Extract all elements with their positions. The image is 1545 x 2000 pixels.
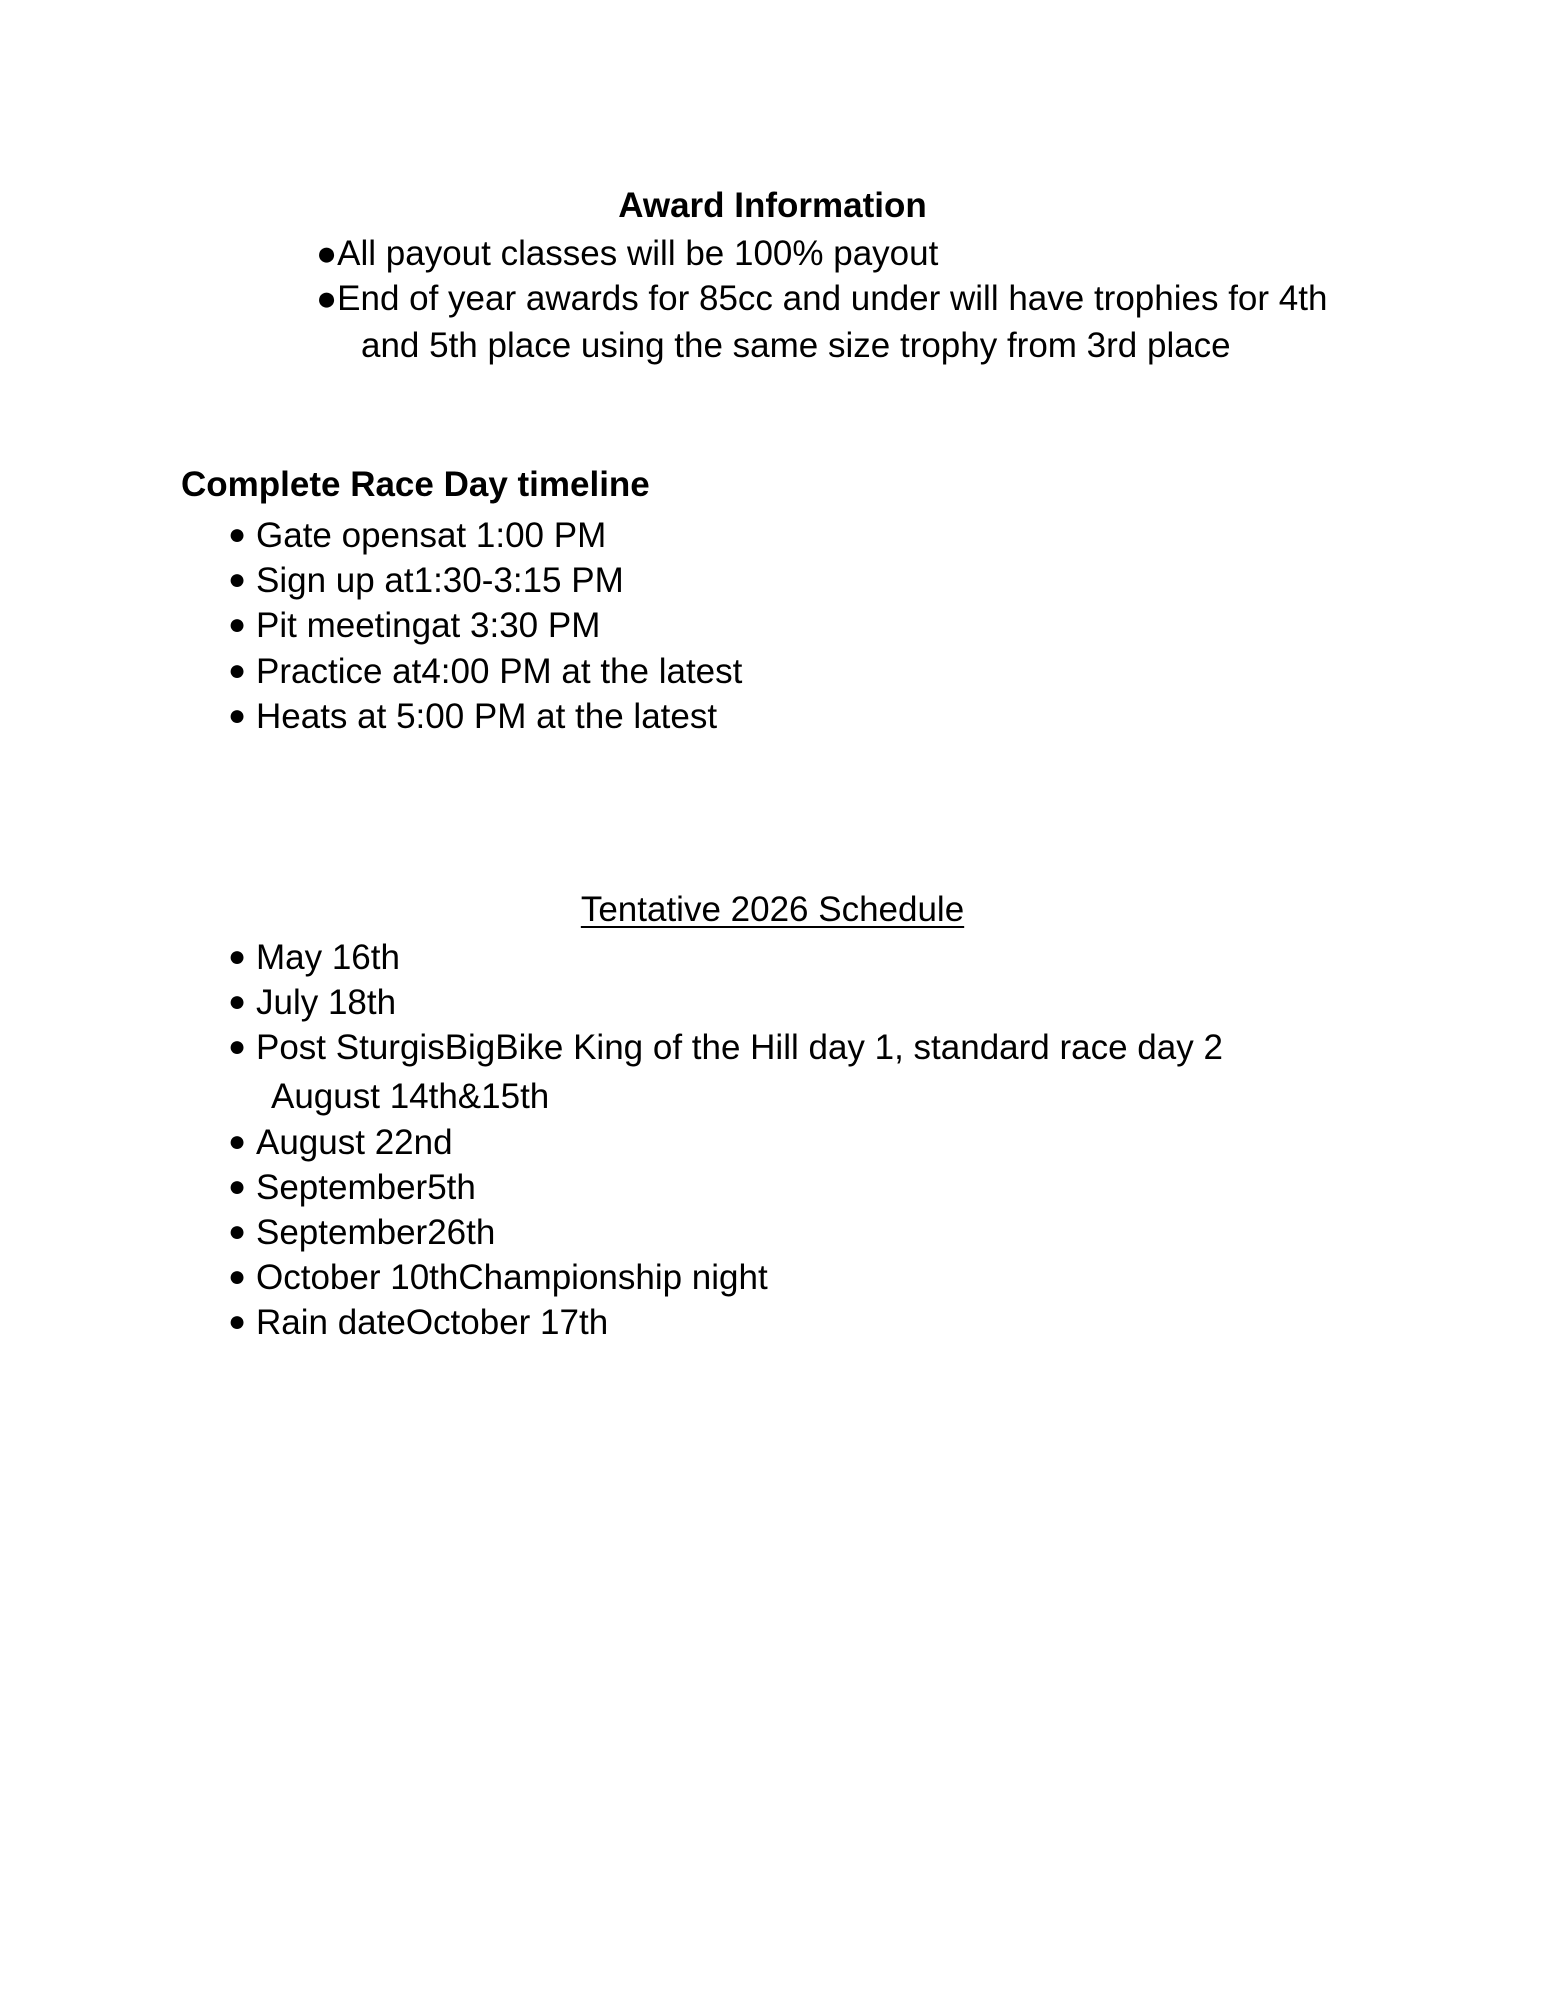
timeline-item: Heats at 5:00 PM at the latest xyxy=(256,697,718,736)
timeline-item: Practice at4:00 PM at the latest xyxy=(256,652,743,691)
bullet-icon: ● xyxy=(228,1305,247,1338)
award-item-1 xyxy=(316,236,938,271)
bullet-icon: ● xyxy=(228,699,247,732)
schedule-item: Rain dateOctober 17th xyxy=(256,1303,609,1342)
schedule-item: August 22nd xyxy=(256,1123,453,1162)
award-item-1-text: All payout classes will be 100% payout xyxy=(337,234,939,273)
schedule-item-continuation: August 14th&15th xyxy=(271,1077,550,1116)
bullet-icon: ● xyxy=(228,940,247,973)
bullet-icon: ● xyxy=(316,279,338,318)
timeline-heading: Complete Race Day timeline xyxy=(181,465,650,504)
bullet-icon: ● xyxy=(228,654,247,687)
bullet-icon: ● xyxy=(228,1215,247,1248)
schedule-item: July 18th xyxy=(256,983,397,1022)
schedule-heading-text: Tentative 2026 Schedule xyxy=(580,890,965,929)
bullet-icon: ● xyxy=(228,1170,247,1203)
award-heading: Award Information xyxy=(618,186,927,225)
schedule-item: October 10thChampionship night xyxy=(256,1258,768,1297)
bullet-icon: ● xyxy=(228,608,247,641)
bullet-icon: ● xyxy=(228,1125,247,1158)
schedule-item: September26th xyxy=(256,1213,496,1252)
schedule-item: September5th xyxy=(256,1168,476,1207)
schedule-heading xyxy=(0,892,1545,927)
schedule-item: May 16th xyxy=(256,938,400,977)
bullet-icon: ● xyxy=(228,1260,247,1293)
timeline-item: Pit meetingat 3:30 PM xyxy=(256,606,601,645)
award-item-2-continuation: and 5th place using the same size trophy from 3rd place xyxy=(361,326,1231,365)
bullet-icon: ● xyxy=(228,985,247,1018)
timeline-item: Gate opensat 1:00 PM xyxy=(256,516,607,555)
bullet-icon: ● xyxy=(228,518,247,551)
award-item-2 xyxy=(316,281,1327,316)
bullet-icon: ● xyxy=(228,1030,247,1063)
bullet-icon: ● xyxy=(228,563,247,596)
schedule-item: Post SturgisBigBike King of the Hill day 1, standard race day 2 xyxy=(256,1028,1223,1067)
bullet-icon: ● xyxy=(316,234,338,273)
award-item-2-text: End of year awards for 85cc and under will have trophies for 4th xyxy=(337,279,1328,318)
timeline-item: Sign up at1:30-3:15 PM xyxy=(256,561,624,600)
